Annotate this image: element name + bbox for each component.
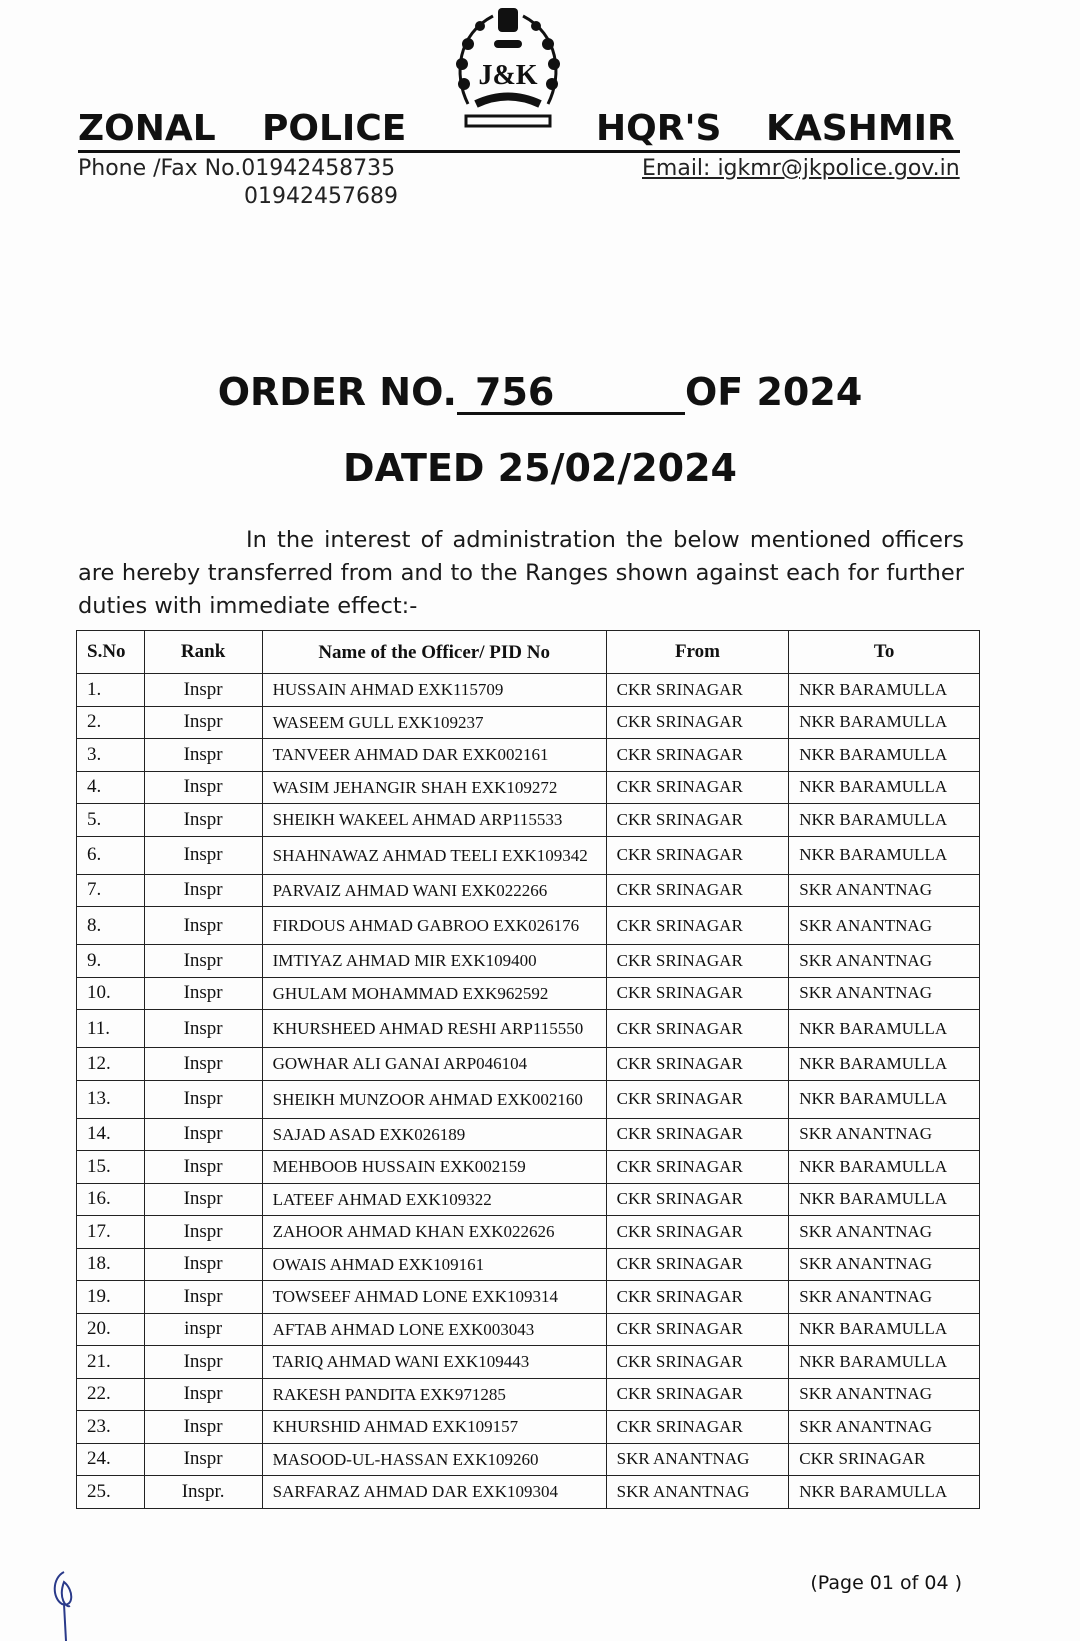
- cell-sno: 2.: [77, 706, 145, 739]
- table-row: [77, 674, 980, 707]
- cell-sno: 19.: [77, 1281, 145, 1314]
- cell-to: SKR ANANTNAG: [789, 1248, 980, 1281]
- cell-rank: Inspr: [144, 739, 262, 772]
- cell-to: NKR BARAMULLA: [789, 1183, 980, 1216]
- cell-from: CKR SRINAGAR: [606, 1216, 789, 1249]
- cell-from: CKR SRINAGAR: [606, 1080, 789, 1118]
- cell-sno: 12.: [77, 1048, 145, 1081]
- cell-rank: Inspr: [144, 804, 262, 837]
- jk-police-emblem-icon: [448, 4, 568, 142]
- cell-sno: 7.: [77, 874, 145, 907]
- cell-name: GOWHAR ALI GANAI ARP046104: [262, 1048, 606, 1081]
- cell-rank: Inspr: [144, 1118, 262, 1151]
- table-row: [77, 804, 980, 837]
- cell-sno: 6.: [77, 836, 145, 874]
- cell-sno: 18.: [77, 1248, 145, 1281]
- svg-text:J&K: J&K: [478, 60, 538, 91]
- cell-to: NKR BARAMULLA: [789, 836, 980, 874]
- cell-from: SKR ANANTNAG: [606, 1476, 789, 1509]
- cell-rank: Inspr: [144, 945, 262, 978]
- cell-from: CKR SRINAGAR: [606, 874, 789, 907]
- cell-name: TANVEER AHMAD DAR EXK002161: [262, 739, 606, 772]
- cell-from: CKR SRINAGAR: [606, 977, 789, 1010]
- table-row: [77, 1281, 980, 1314]
- cell-rank: Inspr: [144, 1346, 262, 1379]
- cell-to: SKR ANANTNAG: [789, 1281, 980, 1314]
- cell-to: NKR BARAMULLA: [789, 1313, 980, 1346]
- cell-name: TOWSEEF AHMAD LONE EXK109314: [262, 1281, 606, 1314]
- cell-sno: 20.: [77, 1313, 145, 1346]
- cell-from: CKR SRINAGAR: [606, 706, 789, 739]
- cell-sno: 17.: [77, 1216, 145, 1249]
- cell-name: MASOOD-UL-HASSAN EXK109260: [262, 1443, 606, 1476]
- page-number: (Page 01 of 04 ): [810, 1572, 962, 1594]
- cell-sno: 8.: [77, 907, 145, 945]
- table-row: [77, 1048, 980, 1081]
- table-row: [77, 1411, 980, 1444]
- cell-to: NKR BARAMULLA: [789, 771, 980, 804]
- cell-name: LATEEF AHMAD EXK109322: [262, 1183, 606, 1216]
- table-row: [77, 945, 980, 978]
- cell-name: TARIQ AHMAD WANI EXK109443: [262, 1346, 606, 1379]
- table-row: [77, 739, 980, 772]
- cell-name: WASIM JEHANGIR SHAH EXK109272: [262, 771, 606, 804]
- cell-to: SKR ANANTNAG: [789, 1411, 980, 1444]
- cell-name: WASEEM GULL EXK109237: [262, 706, 606, 739]
- cell-sno: 9.: [77, 945, 145, 978]
- cell-rank: Inspr: [144, 907, 262, 945]
- cell-rank: Inspr: [144, 1048, 262, 1081]
- table-row: [77, 874, 980, 907]
- table-header-row: [77, 631, 980, 674]
- cell-rank: Inspr: [144, 1080, 262, 1118]
- cell-name: SHEIKH MUNZOOR AHMAD EXK002160: [262, 1080, 606, 1118]
- transfer-table: [76, 630, 980, 1509]
- cell-from: CKR SRINAGAR: [606, 945, 789, 978]
- cell-from: SKR ANANTNAG: [606, 1443, 789, 1476]
- cell-from: CKR SRINAGAR: [606, 804, 789, 837]
- table-row: [77, 836, 980, 874]
- cell-rank: Inspr.: [144, 1476, 262, 1509]
- cell-sno: 5.: [77, 804, 145, 837]
- cell-rank: Inspr: [144, 1411, 262, 1444]
- cell-to: SKR ANANTNAG: [789, 1216, 980, 1249]
- cell-to: SKR ANANTNAG: [789, 874, 980, 907]
- cell-name: RAKESH PANDITA EXK971285: [262, 1378, 606, 1411]
- cell-from: CKR SRINAGAR: [606, 1048, 789, 1081]
- cell-sno: 25.: [77, 1476, 145, 1509]
- cell-to: SKR ANANTNAG: [789, 977, 980, 1010]
- column-header-from: From: [606, 631, 789, 674]
- cell-sno: 22.: [77, 1378, 145, 1411]
- header-title-hqrs: HQR'S: [596, 108, 722, 149]
- cell-to: NKR BARAMULLA: [789, 1010, 980, 1048]
- cell-name: FIRDOUS AHMAD GABROO EXK026176: [262, 907, 606, 945]
- cell-name: MEHBOOB HUSSAIN EXK002159: [262, 1151, 606, 1184]
- cell-from: CKR SRINAGAR: [606, 1281, 789, 1314]
- order-suffix: OF 2024: [685, 370, 863, 414]
- cell-sno: 15.: [77, 1151, 145, 1184]
- column-header-rank: Rank: [144, 631, 262, 674]
- cell-to: NKR BARAMULLA: [789, 1048, 980, 1081]
- column-header-to: To: [789, 631, 980, 674]
- cell-rank: Inspr: [144, 1443, 262, 1476]
- cell-from: CKR SRINAGAR: [606, 1378, 789, 1411]
- table-row: [77, 706, 980, 739]
- cell-rank: Inspr: [144, 1216, 262, 1249]
- cell-rank: Inspr: [144, 1010, 262, 1048]
- cell-to: SKR ANANTNAG: [789, 1378, 980, 1411]
- cell-from: CKR SRINAGAR: [606, 1010, 789, 1048]
- phone-fax: Phone /Fax No.01942458735: [78, 156, 396, 181]
- cell-name: OWAIS AHMAD EXK109161: [262, 1248, 606, 1281]
- cell-to: NKR BARAMULLA: [789, 1346, 980, 1379]
- table-row: [77, 977, 980, 1010]
- cell-sno: 3.: [77, 739, 145, 772]
- cell-to: NKR BARAMULLA: [789, 804, 980, 837]
- cell-sno: 1.: [77, 674, 145, 707]
- table-row: [77, 1216, 980, 1249]
- cell-name: SAJAD ASAD EXK026189: [262, 1118, 606, 1151]
- cell-name: SHAHNAWAZ AHMAD TEELI EXK109342: [262, 836, 606, 874]
- cell-to: NKR BARAMULLA: [789, 674, 980, 707]
- order-prefix: ORDER NO.: [217, 370, 457, 414]
- column-header-name: Name of the Officer/ PID No: [262, 631, 606, 674]
- cell-name: SARFARAZ AHMAD DAR EXK109304: [262, 1476, 606, 1509]
- table-row: [77, 1313, 980, 1346]
- table-row: [77, 1151, 980, 1184]
- cell-sno: 23.: [77, 1411, 145, 1444]
- cell-from: CKR SRINAGAR: [606, 1313, 789, 1346]
- table-row: [77, 907, 980, 945]
- cell-to: SKR ANANTNAG: [789, 907, 980, 945]
- cell-from: CKR SRINAGAR: [606, 1118, 789, 1151]
- cell-sno: 16.: [77, 1183, 145, 1216]
- table-row: [77, 1183, 980, 1216]
- table-row: [77, 1346, 980, 1379]
- table-row: [77, 771, 980, 804]
- table-row: [77, 1010, 980, 1048]
- cell-rank: Inspr: [144, 1378, 262, 1411]
- cell-rank: Inspr: [144, 1151, 262, 1184]
- order-body-text: [78, 524, 964, 623]
- cell-name: IMTIYAZ AHMAD MIR EXK109400: [262, 945, 606, 978]
- table-row: [77, 1248, 980, 1281]
- cell-sno: 11.: [77, 1010, 145, 1048]
- cell-name: AFTAB AHMAD LONE EXK003043: [262, 1313, 606, 1346]
- cell-to: NKR BARAMULLA: [789, 739, 980, 772]
- header-divider: [78, 150, 960, 153]
- table-row: [77, 1476, 980, 1509]
- column-header-sno: S.No: [77, 631, 145, 674]
- table-row: [77, 1378, 980, 1411]
- email-address[interactable]: Email: igkmr@jkpolice.gov.in: [642, 156, 960, 181]
- table-row: [77, 1118, 980, 1151]
- cell-rank: Inspr: [144, 977, 262, 1010]
- cell-name: KHURSHEED AHMAD RESHI ARP115550: [262, 1010, 606, 1048]
- header-title-zonal: ZONAL: [78, 108, 216, 149]
- cell-from: CKR SRINAGAR: [606, 1346, 789, 1379]
- cell-to: SKR ANANTNAG: [789, 945, 980, 978]
- cell-name: KHURSHID AHMAD EXK109157: [262, 1411, 606, 1444]
- cell-rank: Inspr: [144, 706, 262, 739]
- phone-secondary: 01942457689: [244, 184, 398, 209]
- body-text: In the interest of administration the below mentioned officers are hereby transferred from and to the Ranges shown against each for further duties with immediate effect:-: [78, 527, 964, 619]
- cell-sno: 14.: [77, 1118, 145, 1151]
- cell-sno: 21.: [77, 1346, 145, 1379]
- cell-name: SHEIKH WAKEEL AHMAD ARP115533: [262, 804, 606, 837]
- cell-from: CKR SRINAGAR: [606, 907, 789, 945]
- cell-to: NKR BARAMULLA: [789, 1476, 980, 1509]
- table-body: [77, 674, 980, 1509]
- order-number-line: [0, 370, 1080, 415]
- handwritten-initial-signature: [44, 1568, 94, 1641]
- table-row: [77, 1443, 980, 1476]
- cell-from: CKR SRINAGAR: [606, 739, 789, 772]
- cell-rank: Inspr: [144, 771, 262, 804]
- table-row: [77, 1080, 980, 1118]
- cell-from: CKR SRINAGAR: [606, 836, 789, 874]
- cell-rank: Inspr: [144, 674, 262, 707]
- cell-rank: Inspr: [144, 1281, 262, 1314]
- cell-sno: 24.: [77, 1443, 145, 1476]
- cell-to: SKR ANANTNAG: [789, 1118, 980, 1151]
- cell-from: CKR SRINAGAR: [606, 1183, 789, 1216]
- cell-from: CKR SRINAGAR: [606, 1411, 789, 1444]
- cell-rank: Inspr: [144, 836, 262, 874]
- cell-name: HUSSAIN AHMAD EXK115709: [262, 674, 606, 707]
- cell-from: CKR SRINAGAR: [606, 674, 789, 707]
- cell-sno: 13.: [77, 1080, 145, 1118]
- cell-rank: inspr: [144, 1313, 262, 1346]
- cell-to: NKR BARAMULLA: [789, 1151, 980, 1184]
- cell-from: CKR SRINAGAR: [606, 1151, 789, 1184]
- cell-from: CKR SRINAGAR: [606, 1248, 789, 1281]
- header-title-kashmir: KASHMIR: [766, 108, 955, 149]
- cell-rank: Inspr: [144, 1248, 262, 1281]
- header-title-police: POLICE: [262, 108, 407, 149]
- cell-from: CKR SRINAGAR: [606, 771, 789, 804]
- cell-sno: 4.: [77, 771, 145, 804]
- order-date: DATED 25/02/2024: [343, 446, 737, 490]
- cell-name: ZAHOOR AHMAD KHAN EXK022626: [262, 1216, 606, 1249]
- cell-rank: Inspr: [144, 874, 262, 907]
- cell-name: GHULAM MOHAMMAD EXK962592: [262, 977, 606, 1010]
- order-number: 756: [457, 372, 685, 415]
- cell-rank: Inspr: [144, 1183, 262, 1216]
- cell-to: NKR BARAMULLA: [789, 1080, 980, 1118]
- cell-to: NKR BARAMULLA: [789, 706, 980, 739]
- cell-to: CKR SRINAGAR: [789, 1443, 980, 1476]
- cell-name: PARVAIZ AHMAD WANI EXK022266: [262, 874, 606, 907]
- cell-sno: 10.: [77, 977, 145, 1010]
